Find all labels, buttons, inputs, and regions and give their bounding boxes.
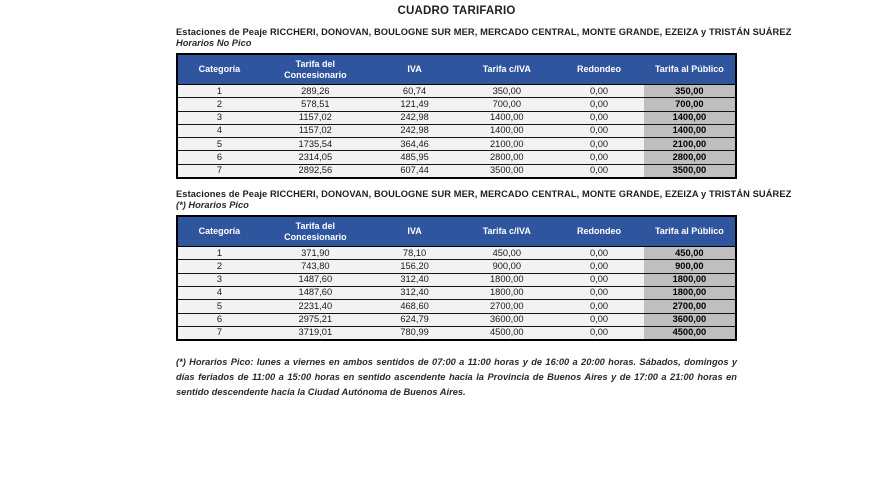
tarifa-al-publico-cell: 2700,00 xyxy=(644,300,736,313)
table-row xyxy=(177,164,736,178)
table-cell: 624,79 xyxy=(370,313,459,326)
column-header: Tarifa del Concesionario xyxy=(261,54,370,85)
table-cell: 485,95 xyxy=(370,151,459,164)
table-cell: 7 xyxy=(177,164,261,178)
column-header: Tarifa del Concesionario xyxy=(261,216,370,247)
table-cell: 4 xyxy=(177,124,261,137)
table-cell: 156,20 xyxy=(370,260,459,273)
table-cell: 2 xyxy=(177,98,261,111)
table-cell: 3500,00 xyxy=(459,164,554,178)
tarifa-al-publico-cell: 1800,00 xyxy=(644,273,736,286)
table-cell: 2231,40 xyxy=(261,300,370,313)
table-cell: 0,00 xyxy=(554,124,643,137)
tarifa-al-publico-cell: 350,00 xyxy=(644,85,736,98)
table-cell: 1800,00 xyxy=(459,273,554,286)
section-heading-stations: Estaciones de Peaje RICCHERI, DONOVAN, BOULOGNE SUR MER, MERCADO CENTRAL, MONTE GRANDE, EZEIZA y TRISTÁN SUÁREZ xyxy=(176,27,792,37)
table-cell: 4 xyxy=(177,286,261,299)
column-header: Redondeo xyxy=(554,54,643,85)
table-row xyxy=(177,326,736,340)
table-cell: 2700,00 xyxy=(459,300,554,313)
table-cell: 780,99 xyxy=(370,326,459,340)
column-header: Tarifa c/IVA xyxy=(459,216,554,247)
table-cell: 3719,01 xyxy=(261,326,370,340)
table-row xyxy=(177,98,736,111)
table-cell: 242,98 xyxy=(370,111,459,124)
section-pico xyxy=(176,189,792,211)
table-header-row xyxy=(177,54,736,85)
table-cell: 1400,00 xyxy=(459,111,554,124)
table-row xyxy=(177,273,736,286)
table-cell: 1 xyxy=(177,85,261,98)
table-cell: 1487,60 xyxy=(261,286,370,299)
table-row xyxy=(177,286,736,299)
section-subheading-no-pico: Horarios No Pico xyxy=(176,38,252,48)
table-cell: 743,80 xyxy=(261,260,370,273)
table-cell: 0,00 xyxy=(554,247,643,260)
table-header-row xyxy=(177,216,736,247)
table-row xyxy=(177,124,736,137)
table-cell: 450,00 xyxy=(459,247,554,260)
table-cell: 1735,54 xyxy=(261,138,370,151)
table-cell: 900,00 xyxy=(459,260,554,273)
table-cell: 7 xyxy=(177,326,261,340)
tarifa-al-publico-cell: 700,00 xyxy=(644,98,736,111)
table-cell: 2100,00 xyxy=(459,138,554,151)
table-cell: 78,10 xyxy=(370,247,459,260)
tarifa-al-publico-cell: 900,00 xyxy=(644,260,736,273)
table-cell: 312,40 xyxy=(370,286,459,299)
table-cell: 0,00 xyxy=(554,286,643,299)
table-cell: 2975,21 xyxy=(261,313,370,326)
column-header: Categoría xyxy=(177,54,261,85)
table-cell: 0,00 xyxy=(554,260,643,273)
table-cell: 700,00 xyxy=(459,98,554,111)
table-cell: 242,98 xyxy=(370,124,459,137)
table-cell: 0,00 xyxy=(554,98,643,111)
column-header: Tarifa c/IVA xyxy=(459,54,554,85)
page-title: CUADRO TARIFARIO xyxy=(397,5,516,17)
table-cell: 121,49 xyxy=(370,98,459,111)
table-cell: 3 xyxy=(177,111,261,124)
table-cell: 2800,00 xyxy=(459,151,554,164)
table-cell: 312,40 xyxy=(370,273,459,286)
table-cell: 0,00 xyxy=(554,111,643,124)
tarifa-al-publico-cell: 1400,00 xyxy=(644,124,736,137)
table-row xyxy=(177,260,736,273)
table-cell: 0,00 xyxy=(554,273,643,286)
table-cell: 3600,00 xyxy=(459,313,554,326)
table-cell: 1 xyxy=(177,247,261,260)
table-cell: 60,74 xyxy=(370,85,459,98)
document-page xyxy=(176,0,792,400)
tarifa-al-publico-cell: 2100,00 xyxy=(644,138,736,151)
tarifa-al-publico-cell: 450,00 xyxy=(644,247,736,260)
table-row xyxy=(177,85,736,98)
tarifa-al-publico-cell: 3500,00 xyxy=(644,164,736,178)
column-header: IVA xyxy=(370,54,459,85)
table-row xyxy=(177,111,736,124)
table-cell: 371,90 xyxy=(261,247,370,260)
table-cell: 1487,60 xyxy=(261,273,370,286)
tarifa-al-publico-cell: 1800,00 xyxy=(644,286,736,299)
tarifa-al-publico-cell: 4500,00 xyxy=(644,326,736,340)
table-cell: 289,26 xyxy=(261,85,370,98)
table-cell: 0,00 xyxy=(554,164,643,178)
tarifa-al-publico-cell: 3600,00 xyxy=(644,313,736,326)
table-cell: 0,00 xyxy=(554,300,643,313)
table-cell: 3 xyxy=(177,273,261,286)
table-cell: 4500,00 xyxy=(459,326,554,340)
section-nopico xyxy=(176,27,792,48)
table-cell: 1157,02 xyxy=(261,111,370,124)
tarifa-al-publico-cell: 2800,00 xyxy=(644,151,736,164)
table-cell: 607,44 xyxy=(370,164,459,178)
tariff-table-no-pico xyxy=(176,53,737,179)
table-cell: 350,00 xyxy=(459,85,554,98)
table-cell: 0,00 xyxy=(554,151,643,164)
column-header: Categoría xyxy=(177,216,261,247)
column-header: Tarifa al Público xyxy=(644,216,736,247)
table-cell: 6 xyxy=(177,151,261,164)
table-cell: 0,00 xyxy=(554,138,643,151)
table-cell: 1157,02 xyxy=(261,124,370,137)
table-cell: 578,51 xyxy=(261,98,370,111)
table-cell: 5 xyxy=(177,300,261,313)
section-heading-stations-2: Estaciones de Peaje RICCHERI, DONOVAN, BOULOGNE SUR MER, MERCADO CENTRAL, MONTE GRANDE, EZEIZA y TRISTÁN SUÁREZ xyxy=(176,189,792,200)
table-cell: 6 xyxy=(177,313,261,326)
column-header: Tarifa al Público xyxy=(644,54,736,85)
table-row xyxy=(177,151,736,164)
table-cell: 5 xyxy=(177,138,261,151)
table-cell: 1400,00 xyxy=(459,124,554,137)
table-cell: 2892,56 xyxy=(261,164,370,178)
table-row xyxy=(177,300,736,313)
table-cell: 364,46 xyxy=(370,138,459,151)
table-cell: 2 xyxy=(177,260,261,273)
table-cell: 468,60 xyxy=(370,300,459,313)
table-row xyxy=(177,247,736,260)
table-cell: 0,00 xyxy=(554,326,643,340)
table-cell: 0,00 xyxy=(554,85,643,98)
footnote-horarios-pico: (*) Horarios Pico: lunes a viernes en ambos sentidos de 07:00 a 11:00 horas y de 16:00 a 20:00 horas. Sábados, domingos y días feriados de 11:00 a 15:00 horas en sentido ascendente hacia la Provincia de Buenos Aires y de 17:00 a 21:00 horas en sentido descendente hacia la Ciudad Autónoma de Buenos Aires. xyxy=(176,357,737,397)
table-row xyxy=(177,313,736,326)
column-header: IVA xyxy=(370,216,459,247)
section-subheading-pico: (*) Horarios Pico xyxy=(176,200,249,211)
table-cell: 0,00 xyxy=(554,313,643,326)
tarifa-al-publico-cell: 1400,00 xyxy=(644,111,736,124)
table-cell: 2314,05 xyxy=(261,151,370,164)
tariff-table-pico xyxy=(176,215,737,341)
table-row xyxy=(177,138,736,151)
table-cell: 1800,00 xyxy=(459,286,554,299)
column-header: Redondeo xyxy=(554,216,643,247)
